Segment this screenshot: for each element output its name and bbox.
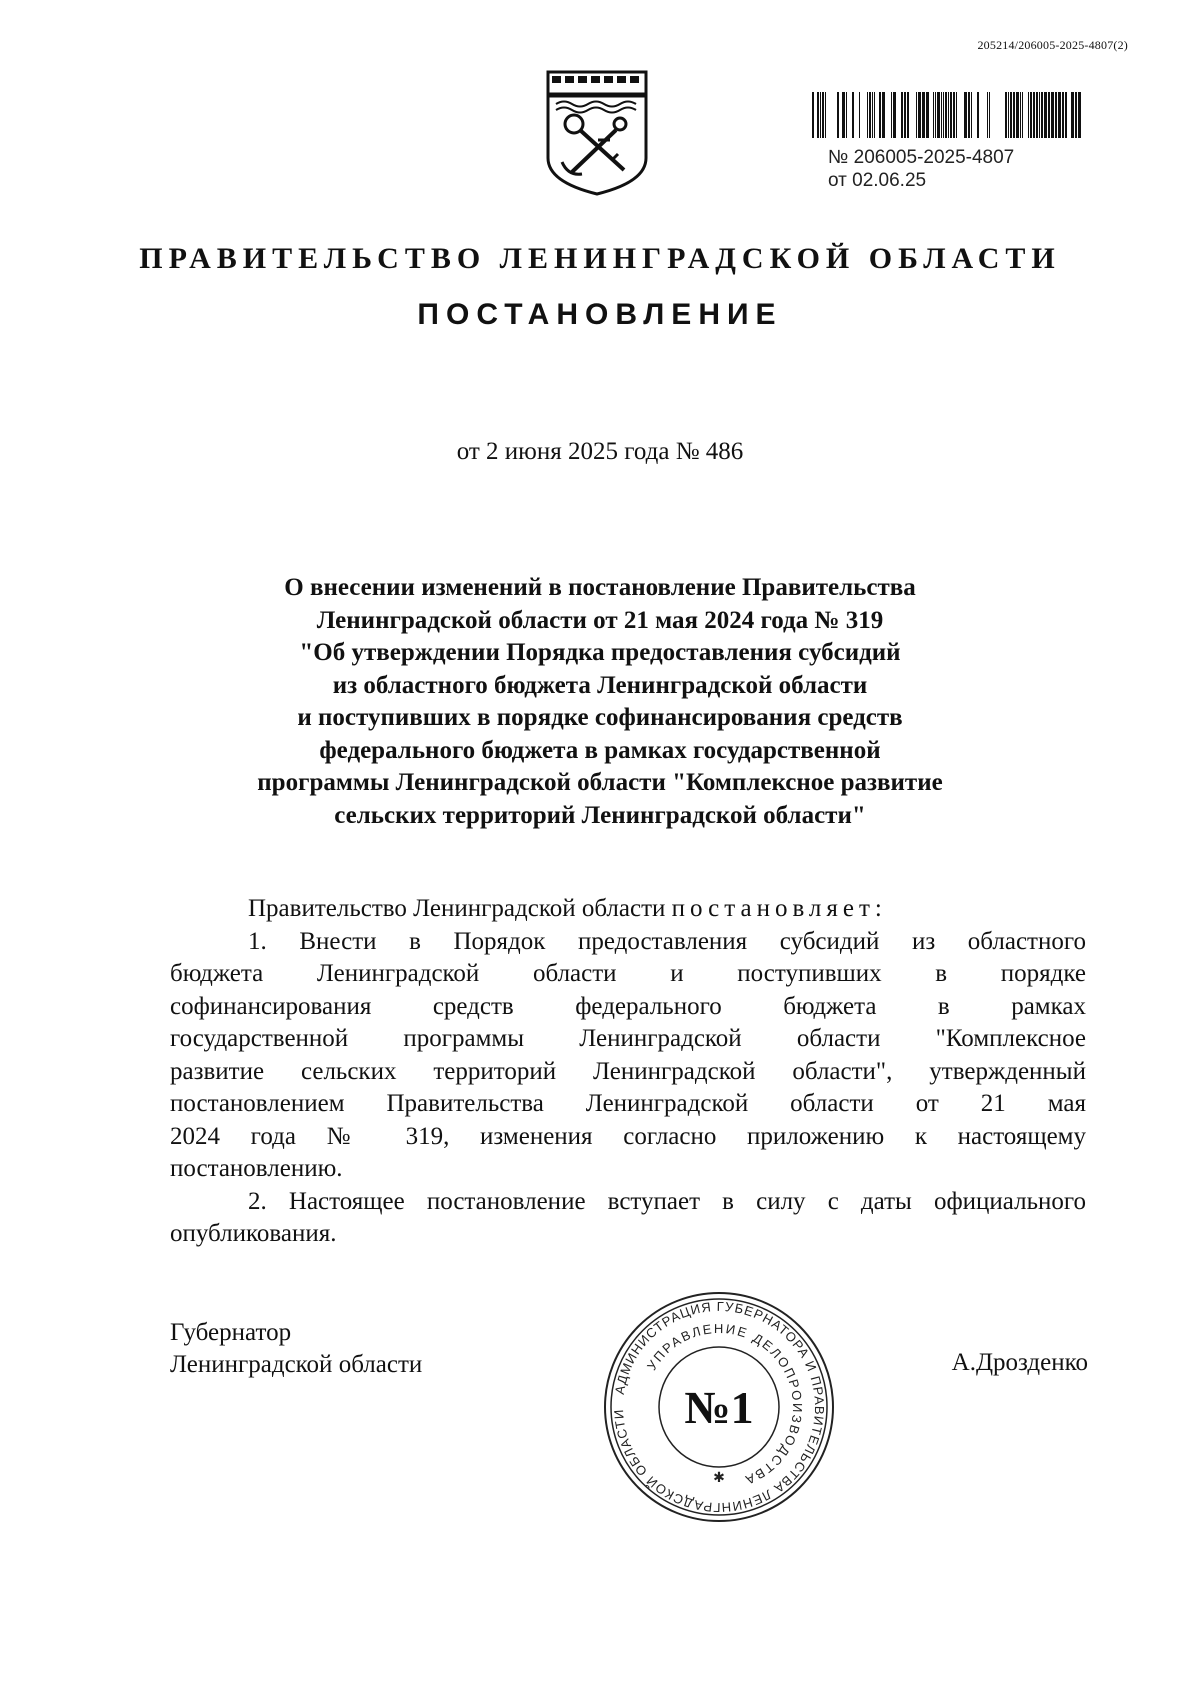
document-subject (160, 572, 1040, 832)
subject-line: Ленинградской области от 21 мая 2024 года № 319 (316, 606, 884, 634)
subject-line: федерального бюджета в рамках государственной (319, 736, 881, 764)
coat-of-arms-icon (538, 66, 656, 198)
item-1-line: софинансирования средств федерального бюджета в рамках (170, 992, 1086, 1020)
subject-line: сельских территорий Ленинградской области" (334, 801, 866, 829)
signer-name: А.Дрозденко (951, 1349, 1088, 1376)
item-1-line: 1. Внести в Порядок предоставления субсидий из областного (248, 927, 1086, 955)
item-1-line: государственной программы Ленинградской области "Комплексное (170, 1025, 1086, 1052)
seal-number: №1 (684, 1382, 754, 1433)
subject-line: "Об утверждении Порядка предоставления субсидий (299, 639, 901, 666)
seal-inner-text: УПРАВЛЕНИЕ ДЕЛОПРОИЗВОДСТВА (643, 1320, 806, 1489)
signer-position: Губернатор (170, 1319, 292, 1346)
item-2-line: 2. Настоящее постановление вступает в силу с даты официального (248, 1187, 1086, 1215)
subject-line: и поступивших в порядке софинансирования средств (297, 704, 903, 731)
item-1-line: бюджета Ленинградской области и поступивших в порядке (170, 960, 1086, 987)
preamble-subject: Правительство Ленинградской области (248, 895, 666, 922)
item-2-line: опубликования. (170, 1220, 337, 1247)
signer-title (170, 1317, 422, 1381)
preamble-verb: постановляет: (671, 895, 887, 922)
signer-region: Ленинградской области (170, 1351, 423, 1378)
item-1-line: 2024 года № 319, изменения согласно приложению к настоящему (170, 1122, 1086, 1150)
registration-number-block (828, 146, 1014, 192)
document-type: ПОСТАНОВЛЕНИЕ (417, 298, 783, 331)
item-1-line: постановлению. (170, 1155, 343, 1182)
government-title: ПРАВИТЕЛЬСТВО ЛЕНИНГРАДСКОЙ ОБЛАСТИ (139, 242, 1061, 275)
registration-number: № 206005-2025-4807 (828, 147, 1015, 168)
subject-line: программы Ленинградской области "Комплексное развитие (257, 769, 943, 796)
official-seal-icon (600, 1288, 838, 1526)
item-1-line: постановлением Правительства Ленинградской области от 21 мая (170, 1090, 1086, 1117)
document-body (170, 893, 1086, 1251)
subject-line: из областного бюджета Ленинградской области (332, 671, 868, 699)
seal-star-icon: ✱ (713, 1470, 725, 1486)
subject-line: О внесении изменений в постановление Правительства (284, 574, 916, 601)
item-1-line: развитие сельских территорий Ленинградской области", утвержденный (170, 1057, 1086, 1085)
registration-date: от 02.06.25 (828, 170, 927, 191)
preamble (170, 893, 1086, 926)
document-date-number: от 2 июня 2025 года № 486 (456, 438, 744, 465)
registration-code: 205214/206005-2025-4807(2) (977, 38, 1128, 52)
barcode-icon (812, 92, 1082, 138)
seal-outer-text: АДМИНИСТРАЦИЯ ГУБЕРНАТОРА И ПРАВИТЕЛЬСТВА ЛЕНИНГРАДСКОЙ ОБЛАСТИ (610, 1298, 828, 1516)
